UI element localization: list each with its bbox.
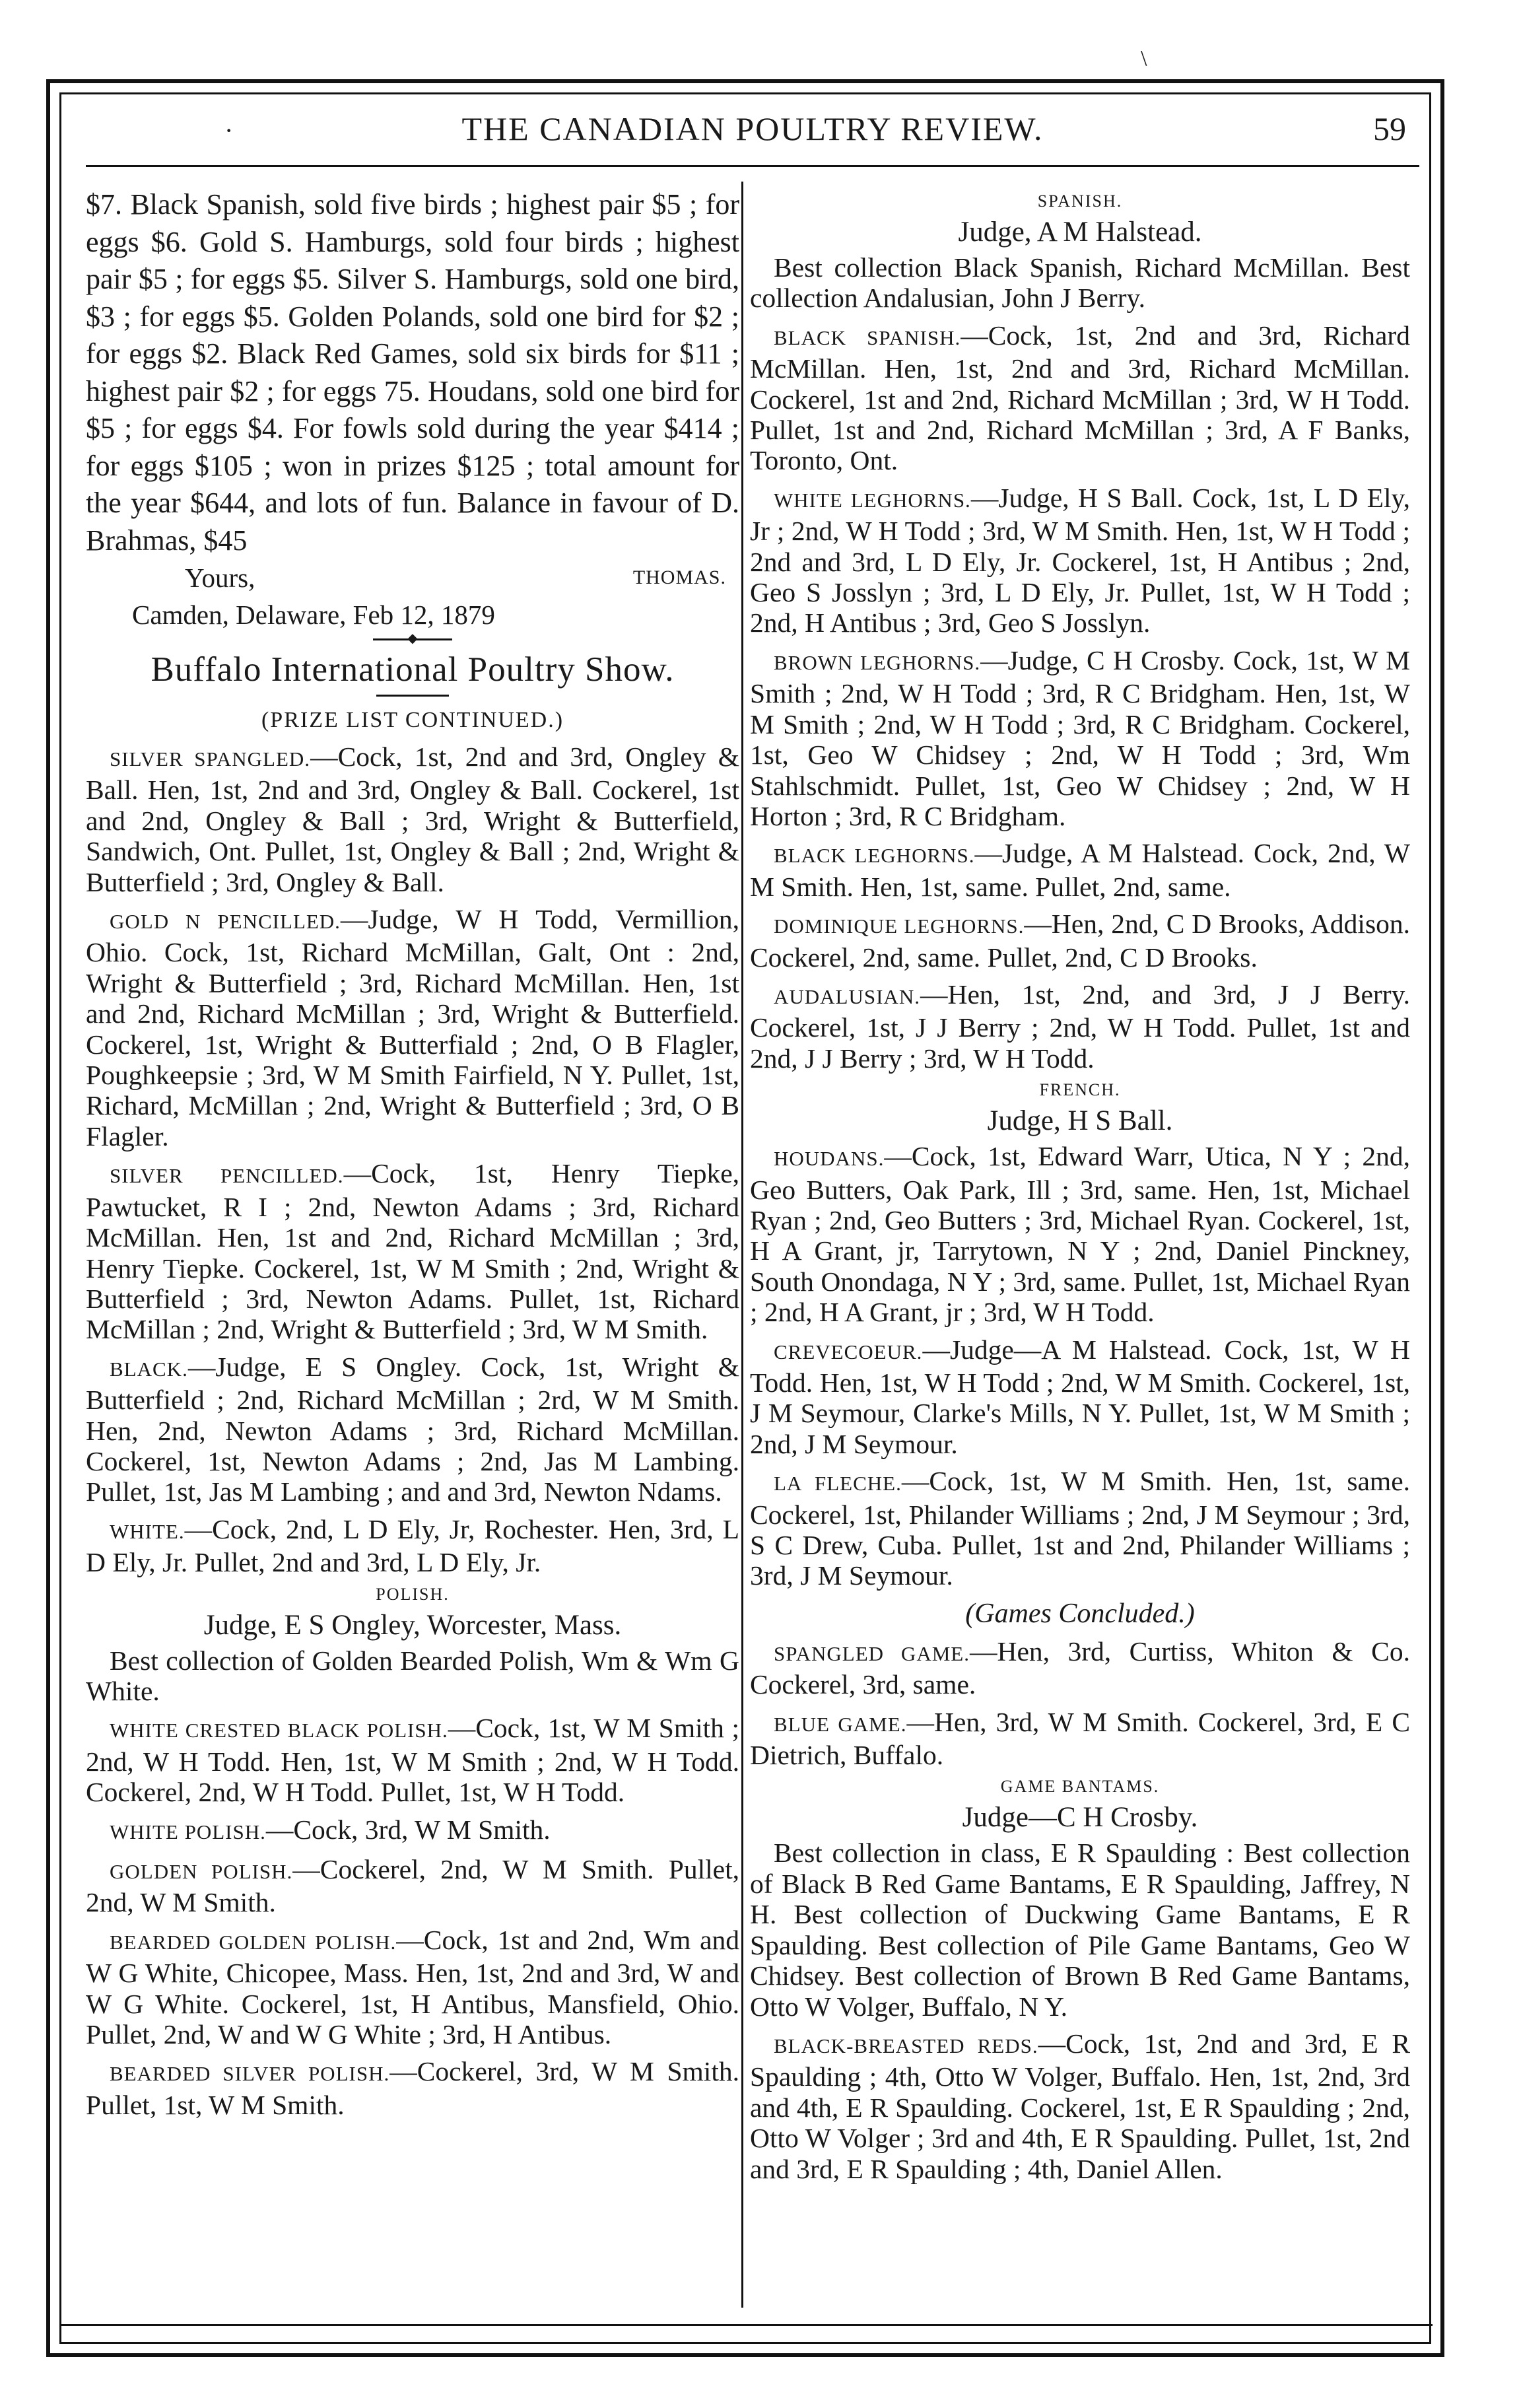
entry-bearded-golden: BEARDED GOLDEN POLISH.—Cock, 1st and 2nd, Wm and W G White, Chicopee, Mass. Hen, 1st, 2nd and 3rd, W and W G White. Cockerel, 1st, H Antibus, Mansfield, Ohio. Pullet, 2nd, W and W G White ; 3rd, H Antibus. (86, 1924, 739, 2050)
entry-houdans: HOUDANS.—Cock, 1st, Edward Warr, Utica, N Y ; 2nd, Geo Butters, Oak Park, Ill ; 3rd, same. Hen, 1st, Michael Ryan ; 2nd, Geo Butters ; 3rd, Michael Ryan. Cockerel, 1st, H A Grant, jr, Tarrytown, N Y ; 2nd, Daniel Pinckney, South Onondaga, N Y ; 3rd, same. Pullet, 1st, Michael Ryan ; 2nd, H A Grant, jr ; 3rd, W H Todd. (750, 1141, 1410, 1328)
article-title: Buffalo International Poultry Show. (151, 650, 675, 689)
entry-silver-spangled: SILVER SPANGLED.—Cock, 1st, 2nd and 3rd, Ongley & Ball. Hen, 1st, 2nd and 3rd, Ongley & Ball. Cockerel, 1st and 2nd, Ongley & Ball ; 3rd, Wright & Butterfield, Sandwich, Ont. Pullet, 1st, Ongley & Ball ; 2nd, Wright & Butterfield ; 3rd, Ongley & Ball. (86, 741, 739, 897)
journal-title: THE CANADIAN POULTRY REVIEW. (461, 110, 1044, 147)
signature: THOMAS. (632, 567, 726, 588)
ornament-rule (373, 638, 452, 640)
entry-golden-bearded: Best collection of Golden Bearded Polish, Wm & Wm G White. (86, 1645, 739, 1706)
stray-mark: \ (1141, 46, 1147, 71)
entry-white-polish: WHITE POLISH.—Cock, 3rd, W M Smith. (110, 1814, 551, 1845)
running-header (86, 106, 1419, 153)
footer-rule (59, 2324, 1433, 2326)
judge-line-spanish: Judge, A M Halstead. (958, 217, 1202, 248)
dateline: Camden, Delaware, Feb 12, 1879 (132, 600, 495, 630)
entry-golden-pencilled: GOLD N PENCILLED.—Judge, W H Todd, Vermillion, Ohio. Cock, 1st, Richard McMillan, Galt, Ont : 2nd, Wright & Butterfield ; 3rd, Richard McMillan. Hen, 1st and 2nd, Richard McMillan ; 3rd, Wright & Butterfield. Cockerel, 1st, Wright & Butterfiald ; 2nd, O B Flagler, Poughkeepsie ; 3rd, W M Smith Fairfield, N Y. Pullet, 1st, Richard, McMillan ; 2nd, Wright & Butterfield ; 3rd, O B Flagler. (86, 904, 739, 1152)
page-number: 59 (1373, 110, 1406, 147)
section-heading-french: FRENCH. (1039, 1080, 1121, 1100)
signature-line (86, 559, 739, 596)
judge-line-french: Judge, H S Ball. (987, 1105, 1173, 1137)
entry-bearded-silver: BEARDED SILVER POLISH.—Cockerel, 3rd, W M Smith. Pullet, 1st, W M Smith. (86, 2056, 739, 2120)
entry-black-spanish: BLACK SPANISH.—Cock, 1st, 2nd and 3rd, Richard McMillan. Hen, 1st, 2nd and 3rd, Richard McMillan. Cockerel, 1st and 2nd, Richard McMillan ; 3rd, W H Todd. Pullet, 1st and 2nd, Richard McMillan ; 3rd, A F Banks, Toronto, Ont. (750, 320, 1411, 476)
entry-best-collection-bantams: Best collection in class, E R Spaulding : Best collection of Black B Red Game Bantams, E R Spaulding, Jaffrey, N H. Best collection of Duckwing Game Bantams, E R Spaulding. Best collection of Pile Game Bantams, Geo W Chidsey. Best collection of Brown B Red Game Bantams, Otto W Volger, Buffalo, N Y. (750, 1838, 1410, 2022)
title-rule (376, 695, 449, 697)
entry-crevecoeur: CREVECOEUR.—Judge—A M Halstead. Cock, 1st, W H Todd. Hen, 1st, W H Todd ; 2nd, W M Smith. Cockerel, 1st, J M Seymour, Clarke's Mills, N Y. Pullet, 1st, W M Smith ; 2nd, J M Seymour. (750, 1334, 1410, 1459)
entry-dominique-leghorns: DOMINIQUE LEGHORNS.—Hen, 2nd, C D Brooks, Addison. Cockerel, 2nd, same. Pullet, 2nd, C D Brooks. (750, 909, 1410, 973)
header-dot: · (224, 116, 234, 145)
entry-la-fleche: LA FLECHE.—Cock, 1st, W M Smith. Hen, 1st, same. Cockerel, 1st, Philander Williams ; 2nd, J M Seymour ; 3rd, S C Drew, Cuba. Pullet, 1st and 2nd, Philander Williams ; 3rd, J M Seymour. (750, 1466, 1410, 1591)
entry-blue-game: BLUE GAME.—Hen, 3rd, W M Smith. Cockerel, 3rd, E C Dietrich, Buffalo. (750, 1706, 1411, 1771)
entry-spangled-game: SPANGLED GAME.—Hen, 3rd, Curtiss, Whiton & Co. Cockerel, 3rd, same. (750, 1635, 1410, 1700)
article-subtitle: (PRIZE LIST CONTINUED.) (261, 708, 564, 732)
judge-line-bantams: Judge—C H Crosby. (962, 1802, 1198, 1834)
column-divider (741, 182, 743, 2308)
entry-silver-pencilled: SILVER PENCILLED.—Cock, 1st, Henry Tiepke, Pawtucket, R I ; 2nd, Newton Adams ; 3rd, Richard McMillan. Hen, 1st and 2nd, Richard McMillan ; 3rd, Henry Tiepke. Cockerel, 1st, W M Smith ; 2nd, Wright & Butterfield ; 3rd, Newton Adams. Pullet, 1st, Richard McMillan ; 2nd, Wright & Butterfield ; 3rd, W M Smith. (86, 1158, 739, 1345)
judge-line-polish: Judge, E S Ongley, Worcester, Mass. (203, 1609, 622, 1641)
entry-brown-leghorns: BROWN LEGHORNS.—Judge, C H Crosby. Cock, 1st, W M Smith ; 2nd, W H Todd ; 3rd, R C Bridgham. Hen, 1st, W M Smith ; 2nd, W H Todd ; 3rd, R C Bridgham. Cockerel, 1st, Geo W Chidsey ; 2nd, W H Todd ; 3rd, Wm Stahlschmidt. Pullet, 1st, Geo W Chidsey ; 2nd, W H Horton ; 3rd, R C Bridgham. (750, 644, 1410, 831)
left-column (86, 186, 739, 2127)
closing: Yours, (185, 563, 255, 593)
entry-black: BLACK.—Judge, E S Ongley. Cock, 1st, Wright & Butterfield ; 2nd, Richard McMillan ; 2rd, W M Smith. Hen, 2nd, Newton Adams ; 3rd, Richard McMillan. Cockerel, 1st, Newton Adams ; 2nd, Jas M Lambing. Pullet, 1st, Jas M Lambing ; and and 3rd, Newton Ndams. (86, 1351, 739, 1507)
entry-best-collection-spanish: Best collection Black Spanish, Richard McMillan. Best collection Andalusian, John J Berry. (750, 252, 1410, 314)
entry-white-leghorns: WHITE LEGHORNS.—Judge, H S Ball. Cock, 1st, L D Ely, Jr ; 2nd, W H Todd ; 3rd, W M Smith. Hen, 1st, W H Todd ; 2nd and 3rd, L D Ely, Jr. Cockerel, 1st, H Antibus ; 2nd, Geo S Josslyn ; 3rd, L D Ely, Jr. Pullet, 1st, W H Todd ; 2nd, H Antibus ; 3rd, Geo S Josslyn. (750, 482, 1410, 638)
header-rule (86, 165, 1419, 167)
entry-andalusian: AUDALUSIAN.—Hen, 1st, 2nd, and 3rd, J J Berry. Cockerel, 1st, J J Berry ; 2nd, W H Todd. Pullet, 1st and 2nd, J J Berry ; 3rd, W H Todd. (750, 979, 1410, 1074)
section-heading-game-bantams: GAME BANTAMS. (1000, 1777, 1160, 1797)
section-heading-polish: POLISH. (376, 1584, 450, 1604)
entry-white: WHITE.—Cock, 2nd, L D Ely, Jr, Rochester. Hen, 3rd, L D Ely, Jr. Pullet, 2nd and 3rd, L D Ely, Jr. (86, 1513, 739, 1578)
entry-white-crested-black: WHITE CRESTED BLACK POLISH.—Cock, 1st, W M Smith ; 2nd, W H Todd. Hen, 1st, W M Smith ; 2nd, W H Todd. Cockerel, 2nd, W H Todd. Pullet, 1st, W H Todd. (86, 1713, 739, 1808)
entry-black-leghorns: BLACK LEGHORNS.—Judge, A M Halstead. Cock, 2nd, W M Smith. Hen, 1st, same. Pullet, 2nd, same. (750, 838, 1410, 902)
letter-text: $7. Black Spanish, sold five birds ; highest pair $5 ; for eggs $6. Gold S. Hamburgs, sold four birds ; highest pair $5 ; for eggs $5. Silver S. Hamburgs, sold one bird, $3 ; for eggs $5. Golden Polands, sold one bird for $2 ; for eggs $2. Black Red Games, sold six birds for $11 ; highest pair $2 ; for eggs 75. Houdans, sold one bird for $5 ; for eggs $4. For fowls sold during the year $414 ; for eggs $105 ; won in prizes $125 ; total amount for the year $644, and lots of fun. Balance in favour of D. Brahmas, $45 (86, 188, 739, 557)
entry-golden-polish: GOLDEN POLISH.—Cockerel, 2nd, W M Smith. Pullet, 2nd, W M Smith. (86, 1854, 739, 1918)
entry-black-breasted-reds: BLACK-BREASTED REDS.—Cock, 1st, 2nd and 3rd, E R Spaulding ; 4th, Otto W Volger, Buffalo. Hen, 1st, 2nd, 3rd and 4th, E R Spaulding. Cockerel, 1st, E R Spaulding ; 2nd, Otto W Volger ; 3rd and 4th, E R Spaulding. Pullet, 1st, 2nd and 3rd, E R Spaulding ; 4th, Daniel Allen. (750, 2028, 1410, 2184)
section-heading-spanish: SPANISH. (1037, 191, 1123, 211)
right-column (750, 186, 1410, 2191)
games-concluded-heading: (Games Concluded.) (965, 1598, 1195, 1629)
